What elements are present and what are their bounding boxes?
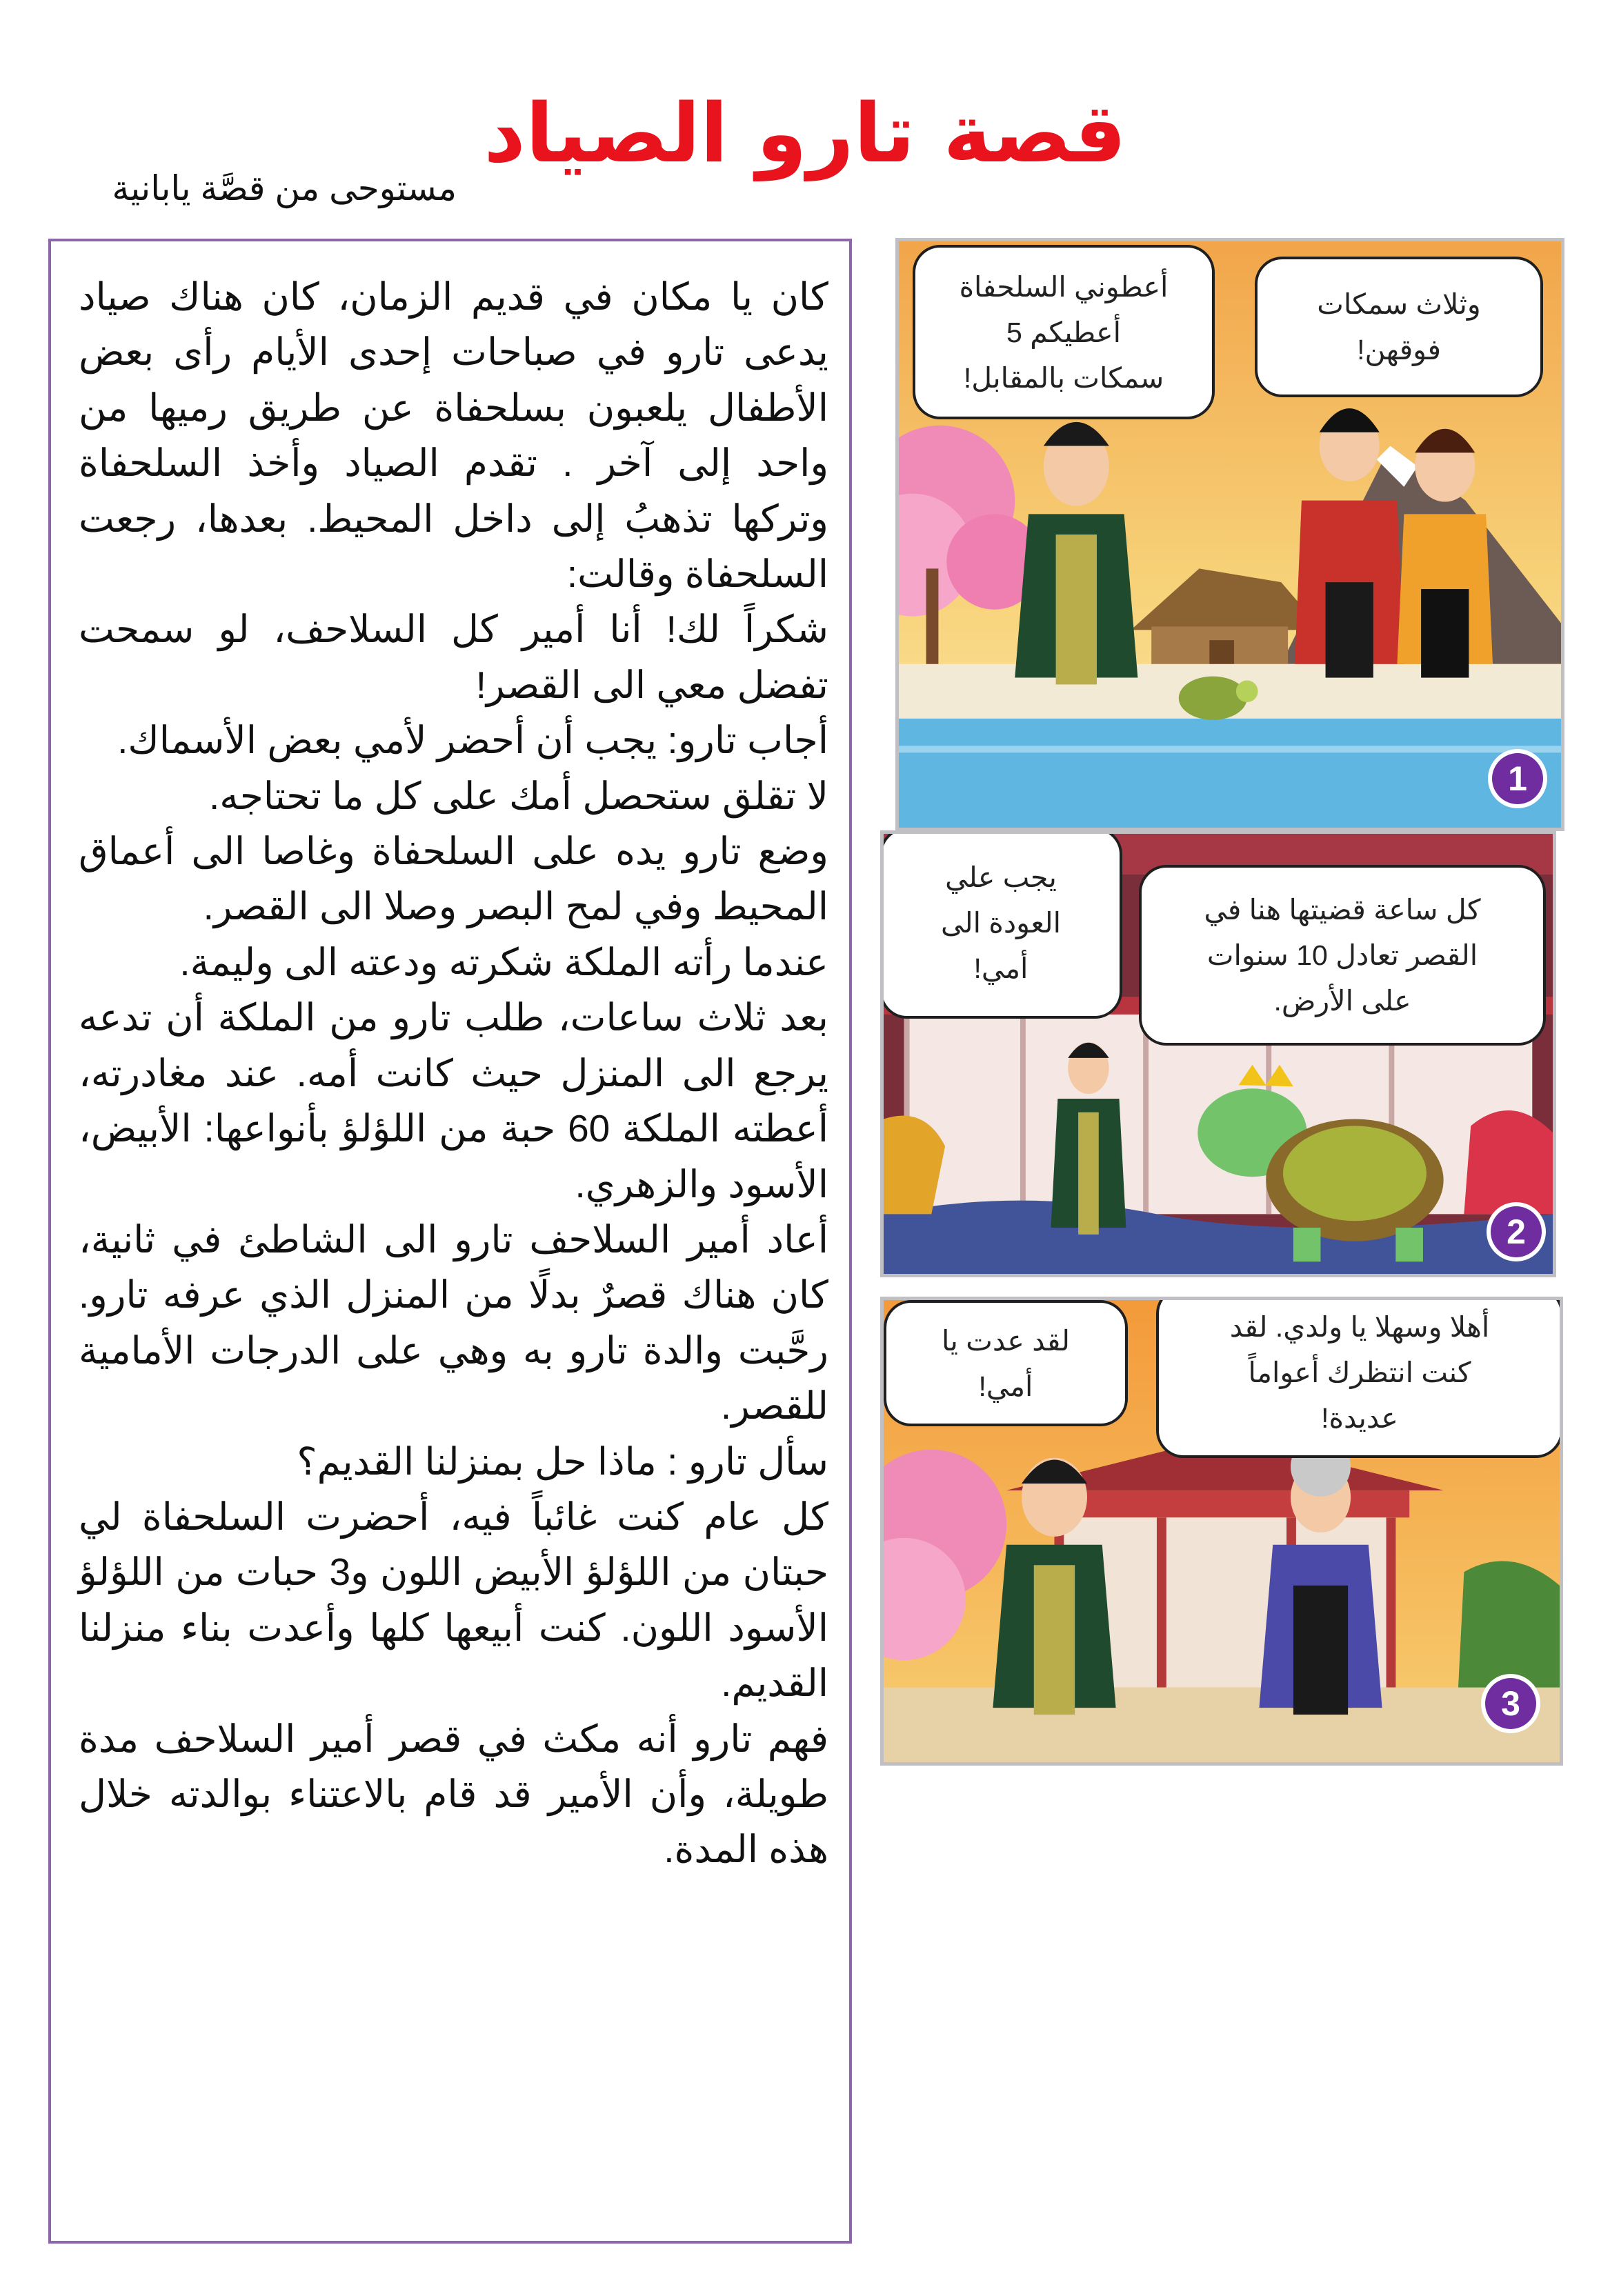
story-frame [48,239,852,2244]
bubble-text: وثلاث سمكات فوقهن! [1317,288,1481,366]
comic-panel-2 [880,830,1556,1277]
panel-number-badge: 1 [1492,753,1543,804]
panel-number-badge: 3 [1485,1678,1536,1729]
panel-number-badge: 2 [1491,1206,1542,1257]
story-paragraph: شكراً لك! أنا أمير كل السلاحف، لو سمحت تفضل معي الى القصر! [79,608,828,706]
page-title: قصة تارو الصياد [484,86,1126,181]
bubble-text: كل ساعة قضيتها هنا في القصر تعادل 10 سنوات على الأرض. [1204,894,1481,1017]
story-paragraph: لا تقلق ستحصل أمك على كل ما تحتاجه. [208,774,828,817]
story-paragraph: فهم تارو أنه مكث في قصر أمير السلاحف مدة طويلة، وأن الأمير قد قام بالاعتناء بوالدته خلال هذه المدة. [79,1717,828,1871]
comic-panel-1 [895,238,1564,831]
story-paragraph: أجاب تارو: يجب أن أحضر لأمي بعض الأسماك. [117,719,828,762]
story-text [79,269,828,1877]
story-paragraph: بعد ثلاث ساعات، طلب تارو من الملكة أن تدعه يرجع الى المنزل حيث كانت أمه. عند مغادرته، أعطته الملكة 60 حبة من اللؤلؤ بأنواعها: الأبيض، الأسود والزهري. [79,996,828,1206]
story-paragraph: وضع تارو يده على السلحفاة وغاصا الى أعماق المحيط وفي لمح البصر وصلا الى القصر. [79,830,828,928]
speech-bubble [913,245,1215,419]
speech-bubble [1139,865,1546,1046]
speech-bubble [880,830,1122,1019]
comic-panel-3 [880,1297,1563,1766]
story-paragraph: أعاد أمير السلاحف تارو الى الشاطئ في ثانية، كان هناك قصرٌ بدلًا من المنزل الذي عرفه تارو. رحَّبت والدة تارو به وهي على الدرجات الأمامية للقصر. [79,1217,828,1428]
subtitle: مستوحى من قصَّة يابانية [112,169,457,208]
bubble-text: أهلا وسهلا يا ولدي. لقد كنت انتظرك أعواماً عديدة! [1229,1310,1490,1434]
story-paragraph: كان يا مكان في قديم الزمان، كان هناك صياد يدعى تارو في صباحات إحدى الأيام رأى بعض الأطفال يلعبون بسلحفاة عن طريق رميها من واحد إلى آخر . تقدم الصياد وأخذ السلحفاة وتركها تذهبُ إلى داخل المحيط. بعدها، رجعت السلحفاة وقالت: [79,275,828,596]
story-paragraph: عندما رأته الملكة شكرته ودعته الى وليمة. [179,940,828,984]
bubble-text: يجب علي العودة الى أمي! [940,861,1062,984]
story-paragraph: كل عام كنت غائباً فيه، أحضرت السلحفاة لي حبتان من اللؤلؤ الأبيض اللون و3 حبات من اللؤلؤ الأسود اللون. كنت أبيعها كلها وأعدت بناء منزلنا القديم. [79,1495,828,1705]
speech-bubble [1255,257,1543,397]
speech-bubble [1156,1297,1563,1458]
speech-bubble [884,1300,1128,1426]
bubble-text: أعطوني السلحفاة أعطيكم 5 سمكات بالمقابل! [959,270,1169,394]
story-paragraph: سأل تارو : ماذا حل بمنزلنا القديم؟ [297,1439,828,1483]
bubble-text: لقد عدت يا أمي! [941,1324,1071,1402]
